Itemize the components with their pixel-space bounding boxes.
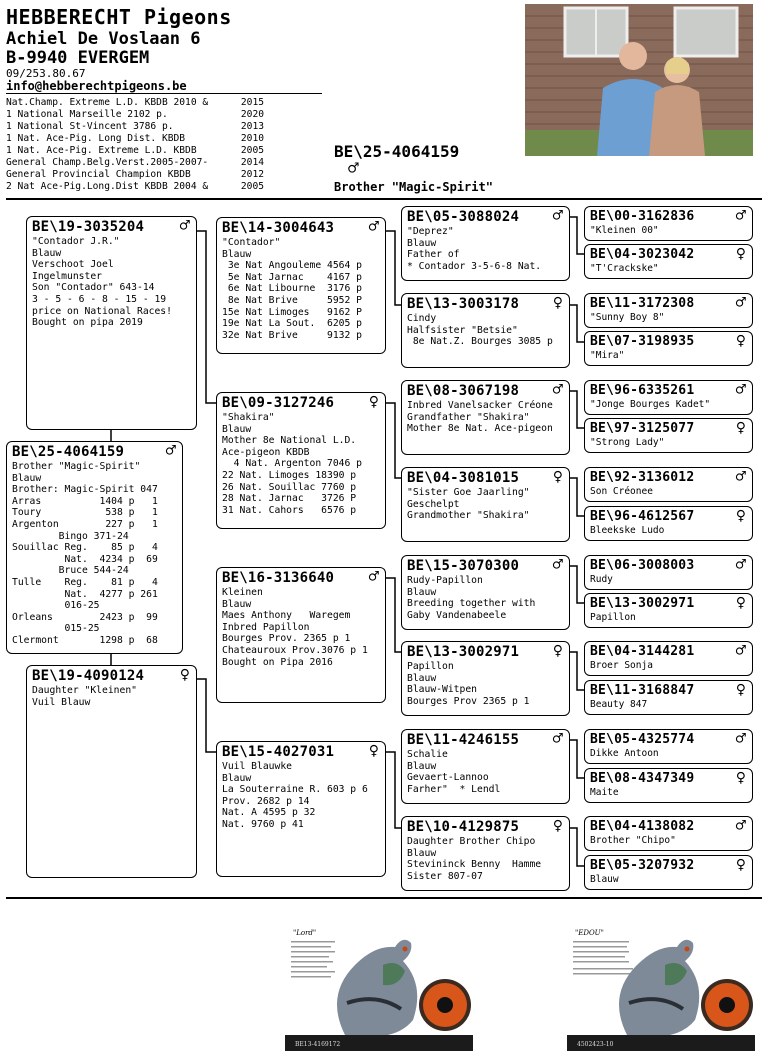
male-icon: ♂	[735, 641, 746, 661]
card-sire-sire[interactable]: BE\14-3004643 ♂ "Contador" Blauw 3e Nat Angouleme 4564 p 5e Nat Jarnac 4167 p 6e Nat Libourne 3176 p 8e Nat Brive 5952 P 15e Nat Limoges 9162 P 19e Nat La Sout. 6205 p 32e Nat Brive 9132 p	[216, 217, 386, 354]
ring-number: BE\15-3070300	[407, 558, 520, 574]
female-icon: ♀	[552, 641, 563, 661]
achievement-row: General Provincial Champion KBDB 2012	[6, 169, 264, 180]
pedigree-top-divider	[6, 198, 762, 200]
card-ggp-sds[interactable]: BE\08-3067198 ♂ Inbred Vanelsacker Créone Grandfather "Shakira" Mother 8e Nat. Ace-pigeon	[401, 380, 570, 455]
ring-number: BE\11-3168847	[590, 683, 695, 698]
female-icon: ♀	[735, 768, 746, 788]
male-icon: ♂	[552, 729, 563, 749]
card-gggp-13[interactable]: BE\05-4325774 ♂ Dikke Antoon	[584, 729, 753, 764]
male-icon: ♂	[165, 441, 176, 461]
subject-name: Brother "Magic-Spirit"	[334, 180, 493, 194]
card-ggp-dds[interactable]: BE\11-4246155 ♂ Schalie Blauw Gevaert-Lannoo Farher" * Lendl	[401, 729, 570, 804]
breeder-street: Achiel De Voslaan 6	[6, 29, 201, 49]
card-gggp-7[interactable]: BE\92-3136012 ♂ Son Créonee	[584, 467, 753, 502]
female-icon: ♀	[735, 593, 746, 613]
ring-number: BE\04-3023042	[590, 247, 695, 262]
female-icon: ♀	[735, 418, 746, 438]
female-icon: ♀	[368, 392, 379, 412]
card-gggp-14[interactable]: BE\08-4347349 ♀ Maite	[584, 768, 753, 803]
breeder-phone: 09/253.80.67	[6, 67, 86, 80]
ring-number: BE\16-3136640	[222, 570, 335, 586]
card-dam-sire[interactable]: BE\16-3136640 ♂ Kleinen Blauw Maes Anthony Waregem Inbred Papillon Bourges Prov. 2365 p 1 Chateauroux Prov.3076 p 1 Bought on Pipa 2016	[216, 567, 386, 703]
breeder-city: B-9940 EVERGEM	[6, 48, 150, 68]
ring-number: BE\19-3035204	[32, 219, 145, 235]
female-icon: ♀	[735, 855, 746, 875]
ring-number: BE\08-3067198	[407, 383, 520, 399]
achievement-row: 2 Nat Ace-Pig.Long.Dist KBDB 2004 & 2005	[6, 181, 264, 192]
achievement-row: General Champ.Belg.Verst.2005-2007- 2014	[6, 157, 264, 168]
card-gggp-2[interactable]: BE\04-3023042 ♀ "T'Crackske"	[584, 244, 753, 279]
ring-number: BE\13-3002971	[407, 644, 520, 660]
card-ggp-dss[interactable]: BE\15-3070300 ♂ Rudy-Papillon Blauw Breeding together with Gaby Vandenabeele	[401, 555, 570, 630]
header-divider	[6, 93, 322, 94]
achievement-row: 1 Nat. Ace-Pig. Long Dist. KBDB 2010	[6, 133, 264, 144]
male-icon: ♂	[735, 555, 746, 575]
female-icon: ♀	[552, 293, 563, 313]
card-gggp-15[interactable]: BE\04-4138082 ♂ Brother "Chipo"	[584, 816, 753, 851]
female-icon: ♀	[735, 680, 746, 700]
male-icon: ♂	[368, 217, 379, 237]
male-icon: ♂	[552, 206, 563, 226]
card-sire-dam[interactable]: BE\09-3127246 ♀ "Shakira" Blauw Mother 8e National L.D. Ace-pigeon KBDB 4 Nat. Argenton 7046 p 22 Nat. Limoges 18390 p 26 Nat. Souillac 7760 p 28 Nat. Jarnac 3726 P 31 Nat. Cahors 6576 p	[216, 392, 386, 529]
card-ggp-sss[interactable]: BE\05-3088024 ♂ "Deprez" Blauw Father of * Contador 3-5-6-8 Nat.	[401, 206, 570, 281]
pigeon-photo-ring: BE13-4169172	[295, 1041, 341, 1048]
card-ggp-sdd[interactable]: BE\04-3081015 ♀ "Sister Goe Jaarling" Geschelpt Grandmother "Shakira"	[401, 467, 570, 542]
ring-number: BE\92-3136012	[590, 470, 695, 485]
male-icon: ♂	[735, 729, 746, 749]
card-gggp-12[interactable]: BE\11-3168847 ♀ Beauty 847	[584, 680, 753, 715]
ring-number: BE\25-4064159	[12, 444, 125, 460]
female-icon: ♀	[735, 244, 746, 264]
pigeon-photo-edou	[567, 925, 755, 1051]
male-icon: ♂	[552, 380, 563, 400]
male-icon: ♂	[735, 380, 746, 400]
ring-number: BE\11-3172308	[590, 296, 695, 311]
ring-number: BE\96-6335261	[590, 383, 695, 398]
card-gggp-10[interactable]: BE\13-3002971 ♀ Papillon	[584, 593, 753, 628]
pedigree-bottom-divider	[6, 897, 762, 899]
achievement-row: 1 Nat. Ace-Pig. Extreme L.D. KBDB 2005	[6, 145, 264, 156]
card-ggp-dsd[interactable]: BE\13-3002971 ♀ Papillon Blauw Blauw-Witpen Bourges Prov 2365 p 1	[401, 641, 570, 716]
female-icon: ♀	[735, 506, 746, 526]
male-icon: ♂	[735, 206, 746, 226]
male-icon: ♂	[368, 567, 379, 587]
female-icon: ♀	[552, 816, 563, 836]
card-ggp-ssd[interactable]: BE\13-3003178 ♀ Cindy Halfsister "Betsie" 8e Nat.Z. Bourges 3085 p	[401, 293, 570, 368]
ring-number: BE\09-3127246	[222, 395, 335, 411]
ring-number: BE\08-4347349	[590, 771, 695, 786]
female-icon: ♀	[179, 665, 190, 685]
ring-number: BE\00-3162836	[590, 209, 695, 224]
ring-number: BE\13-3003178	[407, 296, 520, 312]
ring-number: BE\96-4612567	[590, 509, 695, 524]
female-icon: ♀	[552, 467, 563, 487]
ring-number: BE\14-3004643	[222, 220, 335, 236]
breeder-name: HEBBERECHT Pigeons	[6, 5, 232, 29]
pigeon-photo-ring: 4502423-10	[577, 1041, 614, 1048]
ring-number: BE\05-3088024	[407, 209, 520, 225]
card-gggp-11[interactable]: BE\04-3144281 ♂ Broer Sonja	[584, 641, 753, 676]
ring-number: BE\06-3008003	[590, 558, 695, 573]
ring-number: BE\05-3207932	[590, 858, 695, 873]
card-main-pigeon[interactable]: BE\25-4064159 ♂ Brother "Magic-Spirit" Blauw Brother: Magic-Spirit 047 Arras 1404 p 1 Toury 538 p 1 Argenton 227 p 1 Bingo 371-24 Souillac Reg. 85 p 4 Nat. 4234 p 69 Bruce 544-24 Tulle Reg. 81 p 4 Nat. 4277 p 261 016-25 Orleans 2423 p 99 015-25 Clermont 1298 p 68	[6, 441, 183, 654]
ring-number: BE\10-4129875	[407, 819, 520, 835]
ring-number: BE\05-4325774	[590, 732, 695, 747]
female-icon: ♀	[368, 741, 379, 761]
ring-number: BE\97-3125077	[590, 421, 695, 436]
male-icon: ♂	[735, 467, 746, 487]
subject-male-icon: ♂	[348, 158, 359, 179]
pigeon-photo-caption: "Lord"	[293, 929, 317, 937]
female-icon: ♀	[735, 331, 746, 351]
achievement-row: Nat.Champ. Extreme L.D. KBDB 2010 & 2015	[6, 97, 264, 108]
ring-number: BE\11-4246155	[407, 732, 520, 748]
ring-number: BE\04-3144281	[590, 644, 695, 659]
card-gggp-8[interactable]: BE\96-4612567 ♀ Bleekske Ludo	[584, 506, 753, 541]
card-gggp-16[interactable]: BE\05-3207932 ♀ Blauw	[584, 855, 753, 890]
male-icon: ♂	[179, 216, 190, 236]
card-gggp-3[interactable]: BE\11-3172308 ♂ "Sunny Boy 8"	[584, 293, 753, 328]
ring-number: BE\04-3081015	[407, 470, 520, 486]
card-gggp-5[interactable]: BE\96-6335261 ♂ "Jonge Bourges Kadet"	[584, 380, 753, 415]
pigeon-photo-caption: "EDOU"	[575, 929, 604, 937]
ring-number: BE\04-4138082	[590, 819, 695, 834]
card-gggp-6[interactable]: BE\97-3125077 ♀ "Strong Lady"	[584, 418, 753, 453]
achievement-row: 1 National St-Vincent 3786 p. 2013	[6, 121, 264, 132]
pigeon-photo-lord	[285, 925, 473, 1051]
card-gggp-4[interactable]: BE\07-3198935 ♀ "Mira"	[584, 331, 753, 366]
ring-number: BE\15-4027031	[222, 744, 335, 760]
ring-number: BE\07-3198935	[590, 334, 695, 349]
ring-number: BE\19-4090124	[32, 668, 145, 684]
achievements-list	[6, 97, 264, 193]
achievement-row: 1 National Marseille 2102 p. 2020	[6, 109, 264, 120]
male-icon: ♂	[552, 555, 563, 575]
breeder-email[interactable]: info@hebberechtpigeons.be	[6, 79, 187, 93]
card-dam[interactable]: BE\19-4090124 ♀ Daughter "Kleinen" Vuil Blauw	[26, 665, 197, 878]
male-icon: ♂	[735, 293, 746, 313]
male-icon: ♂	[735, 816, 746, 836]
card-gggp-9[interactable]: BE\06-3008003 ♂ Rudy	[584, 555, 753, 590]
card-sire[interactable]: BE\19-3035204 ♂ "Contador J.R." Blauw Verschoot Joel Ingelmunster Son "Contador" 643-14 3 - 5 - 6 - 8 - 15 - 19 price on National Races! Bought on pipa 2019	[26, 216, 197, 430]
breeders-photo	[525, 4, 753, 156]
card-dam-dam[interactable]: BE\15-4027031 ♀ Vuil Blauwke Blauw La Souterraine R. 603 p 6 Prov. 2682 p 14 Nat. A 4595 p 32 Nat. 9760 p 41	[216, 741, 386, 877]
ring-number: BE\13-3002971	[590, 596, 695, 611]
subject-ring-number: BE\25-4064159	[334, 142, 460, 161]
card-gggp-1[interactable]: BE\00-3162836 ♂ "Kleinen 00"	[584, 206, 753, 241]
card-ggp-ddd[interactable]: BE\10-4129875 ♀ Daughter Brother Chipo Blauw Stevininck Benny Hamme Sister 807-07	[401, 816, 570, 891]
